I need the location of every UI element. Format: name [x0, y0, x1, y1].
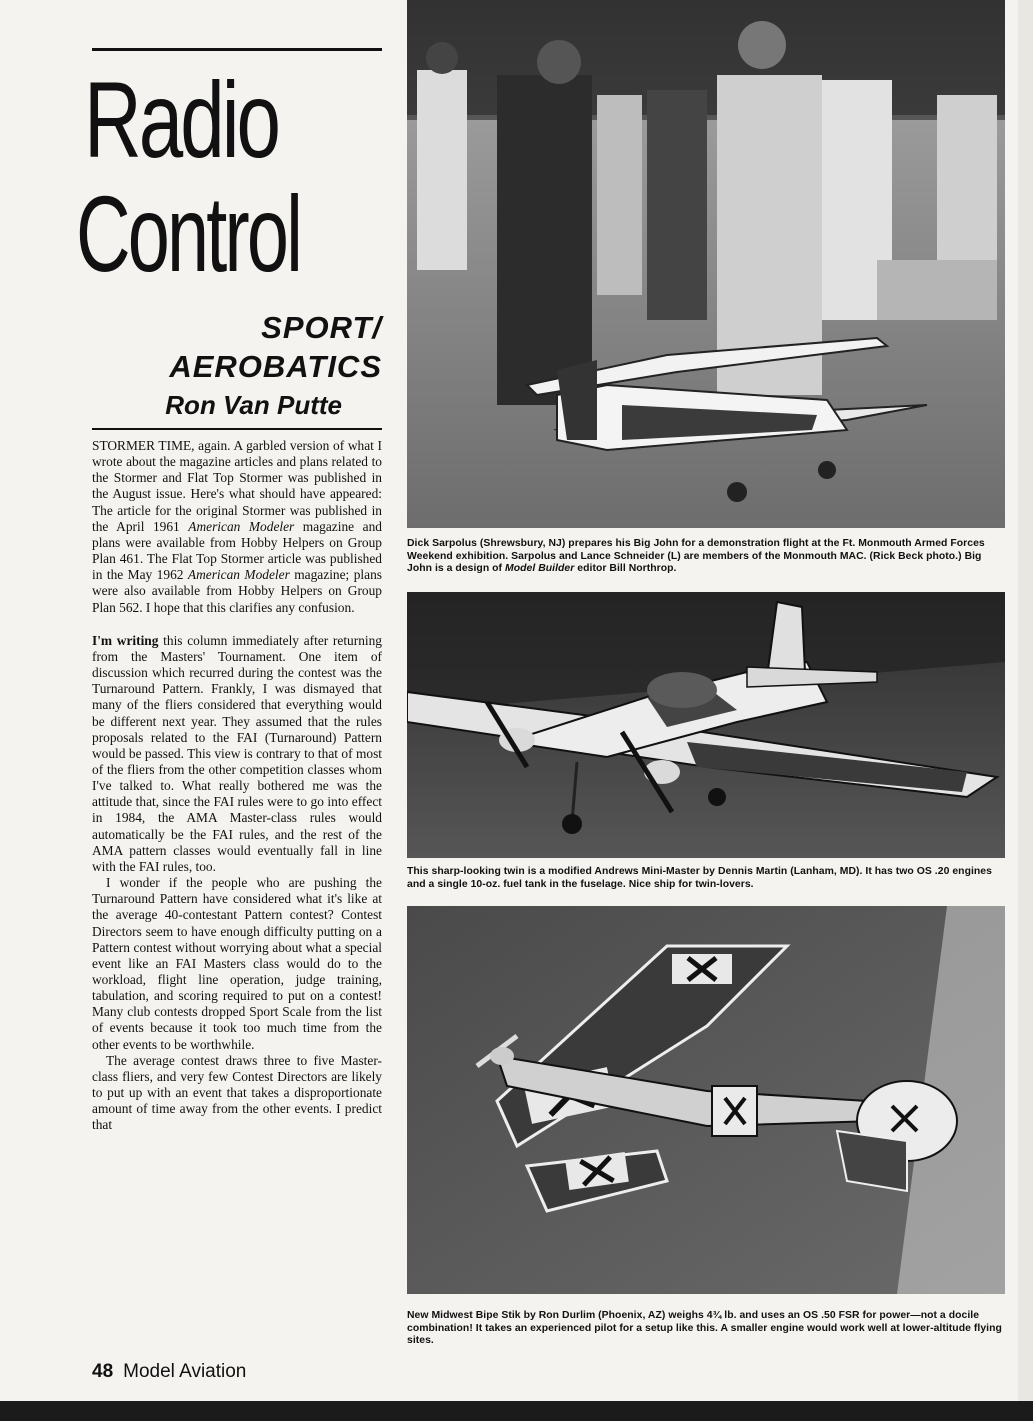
column-title-line1: Radio	[84, 59, 279, 180]
photo-caption-3: New Midwest Bipe Stik by Ron Durlim (Phoenix, AZ) weighs 4¾ lb. and uses an OS .50 FSR for power—not a docile combination! It takes an experienced pilot for a setup like this. A smaller engine would work well at lower-altitude flying sites.	[407, 1310, 1002, 1347]
photo-bipe-stik	[407, 906, 1005, 1294]
magazine-title: American Modeler	[188, 518, 295, 534]
magazine-name: Model Aviation	[123, 1361, 247, 1382]
paragraph-lead-in: I'm writing	[92, 632, 159, 648]
column-subtitle-line1: SPORT/	[261, 310, 382, 345]
photo-big-john-image	[407, 0, 1005, 528]
article-paragraph-4: The average contest draws three to five Master-class fliers, and very few Contest Directors are likely to put up with an event that takes a disproportionate amount of time away from the other events. I predict that	[92, 1052, 382, 1133]
article-paragraph-2: I'm writing this column immediately after returning from the Masters' Tournament. One item of discussion which recurred during the contest was the Turnaround Pattern. Frankly, I was dismayed that many of the fliers considered that everything would be different next year. They assumed that the rules proposals related to the FAI (Turnaround) Pattern would be passed. This view is contrary to that of most of the fliers from the other competition classes whom I've talked to. What really bothered me was the attitude that, since the FAI rules were to go into effect in 1984, the AMA Master-class rules would automatically be the FAI rules, and the rest of the AMA pattern classes would eventually fall in line with the FAI rules, too.	[92, 632, 383, 874]
magazine-title: American Modeler	[187, 567, 290, 583]
photo-mini-master-image	[407, 592, 1005, 858]
page-footer	[92, 1362, 246, 1381]
scan-bottom-edge	[0, 1401, 1033, 1421]
magazine-title: Model Builder	[505, 563, 575, 575]
column-title-line2: Control	[76, 173, 301, 294]
photo-mini-master-twin	[407, 592, 1005, 858]
column-subtitle-line2: AEROBATICS	[169, 349, 382, 384]
photo-caption-1: Dick Sarpolus (Shrewsbury, NJ) prepares his Big John for a demonstration flight at the Ft. Monmouth Armed Forces Weekend exhibition. Sarpolus and Lance Schneider (L) are members of the Monmouth MAC. (Rick Beck photo.) Big John is a design of Model Builder editor Bill Northrop.	[407, 538, 985, 575]
article-paragraph-3: I wonder if the people who are pushing the Turnaround Pattern have considered what it's like at the average 40-contestant Pattern contest? Contest Directors seem to have enough difficulty putting on a Pattern contest without worrying about what a special event like an FAI Masters class would do to the workload, flight line operation, judge training, tabulation, and scoring required to put on a contest! Many club contests dropped Sport Scale from the list of events because it took too much time from the other events to be worthwhile.	[92, 875, 382, 1052]
page-number: 48	[92, 1361, 114, 1382]
photo-big-john-biplane	[407, 0, 1005, 528]
header-bottom-rule	[92, 428, 382, 430]
header-top-rule	[92, 48, 382, 51]
photo-bipe-stik-image	[407, 906, 1005, 1294]
author-byline: Ron Van Putte	[165, 390, 342, 420]
photo-caption-2: This sharp-looking twin is a modified Andrews Mini-Master by Dennis Martin (Lanham, MD). It has two OS .20 engines and a single 10-oz. fuel tank in the fuselage. Nice ship for twin-lovers.	[407, 866, 992, 890]
page-edge	[1018, 0, 1033, 1421]
article-paragraph-1: STORMER TIME, again. A garbled version of what I wrote about the magazine articles and plans related to the Stormer and Flat Top Stormer was published in the August issue. Here's what should have appeared: The article for the original Stormer was published in the April 1961 American Modeler magazine and plans were available from Hobby Helpers on Group Plan 461. The Flat Top Stormer article was published in the May 1962 American Modeler magazine; plans were also available from Hobby Helpers on Group Plan 562. I hope that this clarifies any confusion.	[92, 438, 382, 615]
article-body	[92, 438, 382, 1134]
